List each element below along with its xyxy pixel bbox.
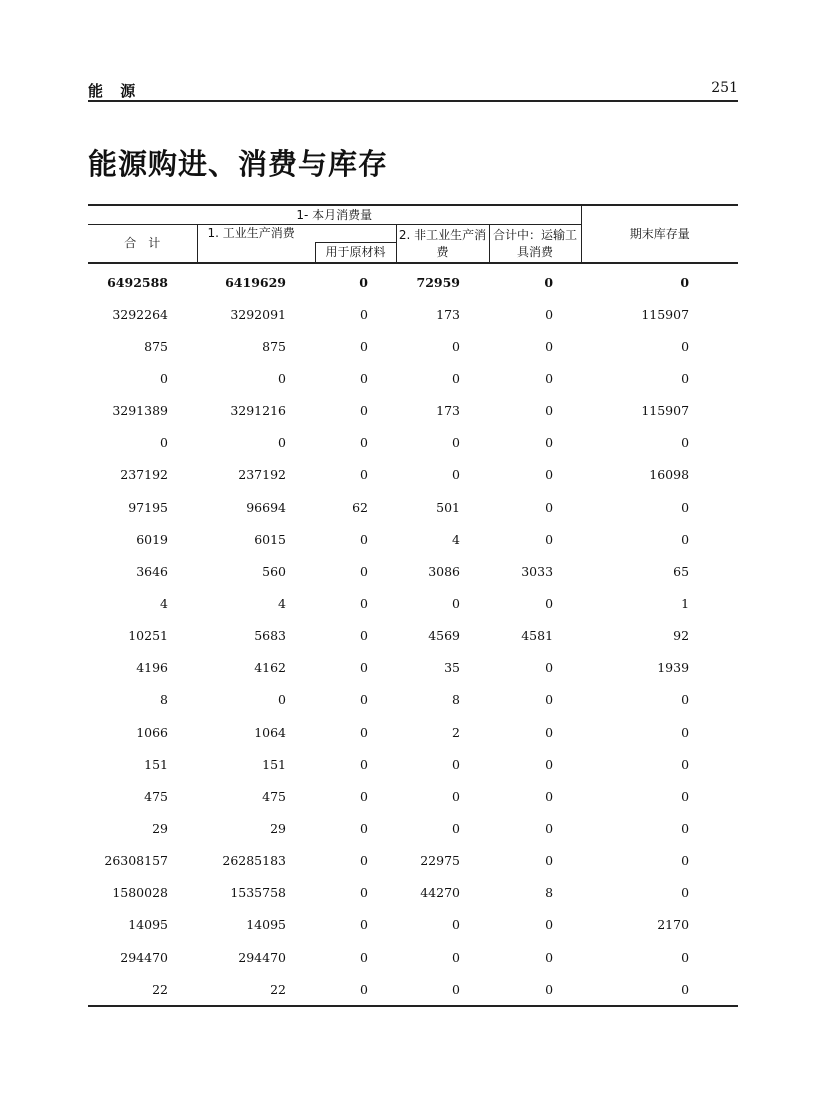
- table-cell: 26285183: [222, 853, 286, 869]
- table-cell: 0: [681, 949, 690, 965]
- table-cell: 0: [545, 724, 554, 740]
- table-cell: 22: [197, 973, 315, 1006]
- table-row: [88, 941, 738, 973]
- page-number: 251: [711, 80, 738, 96]
- table-cell: 0: [452, 370, 460, 386]
- table-cell: 294470: [238, 949, 286, 965]
- table-body: [88, 263, 738, 1006]
- table-cell: 0: [545, 595, 554, 611]
- table-cell: 35: [444, 660, 460, 676]
- table-cell: 0: [681, 692, 690, 708]
- running-header: [88, 78, 738, 102]
- table-cell: 294470: [120, 949, 168, 965]
- table-cell: 0: [360, 692, 368, 708]
- table-cell: 0: [452, 338, 460, 354]
- table-cell: 62: [352, 499, 368, 515]
- ending-stock-header: 期末库存量: [581, 205, 738, 263]
- nonindustrial-header: 2. 非工业生产消费: [396, 225, 489, 264]
- table-cell: 0: [360, 306, 368, 322]
- table-cell: 0: [681, 853, 690, 869]
- table-cell: 475: [144, 788, 168, 804]
- energy-table: [88, 204, 738, 1007]
- table-cell: 22: [88, 973, 197, 1006]
- table-cell: 29: [152, 820, 168, 836]
- table-cell: 0: [680, 274, 690, 290]
- table-cell: 0: [681, 820, 690, 836]
- table-cell: 0: [160, 370, 168, 386]
- table-cell: 0: [452, 917, 460, 933]
- table-row: [88, 587, 738, 619]
- table-cell: 875: [262, 338, 286, 354]
- table-cell: 2: [452, 724, 460, 740]
- table-cell: 3292091: [230, 306, 286, 322]
- table-cell: 0: [160, 435, 168, 451]
- table-cell: 1066: [136, 724, 168, 740]
- table-cell: 0: [545, 917, 554, 933]
- table-cell: 501: [436, 499, 460, 515]
- table-cell: 0: [681, 885, 690, 901]
- table-cell: 475: [262, 788, 286, 804]
- table-cell: 0: [681, 435, 690, 451]
- industrial-header: 1. 工业生产消费: [197, 225, 396, 243]
- table-cell: 4: [160, 595, 168, 611]
- table-cell: 6419629: [225, 274, 286, 290]
- table-cell: 1535758: [230, 885, 286, 901]
- table-cell: 0: [545, 435, 554, 451]
- table-row: [88, 427, 738, 459]
- table-cell: 173: [436, 306, 460, 322]
- table-row: [88, 748, 738, 780]
- table-cell: 72959: [416, 274, 460, 290]
- table-cell: 0: [360, 531, 368, 547]
- table-row: [88, 330, 738, 362]
- table-cell: 3033: [521, 563, 554, 579]
- table-row: [88, 716, 738, 748]
- total-header: 合 计: [88, 225, 197, 264]
- table-cell: 8: [160, 692, 168, 708]
- table-row: [88, 459, 738, 491]
- table-cell: 22975: [420, 853, 460, 869]
- table-cell: 5683: [254, 628, 286, 644]
- table-cell: 0: [681, 370, 690, 386]
- table-row: [88, 362, 738, 394]
- table-cell: 8: [545, 885, 554, 901]
- table-cell: 16098: [649, 467, 690, 483]
- table-cell: 3086: [428, 563, 460, 579]
- table-cell: 0: [278, 370, 286, 386]
- table-cell: 0: [360, 338, 368, 354]
- table-row: [88, 652, 738, 684]
- table-row: [88, 298, 738, 330]
- table-cell: 0: [360, 949, 368, 965]
- table-cell: 0: [360, 917, 368, 933]
- table-cell: 1939: [657, 660, 690, 676]
- table-cell: 151: [144, 756, 168, 772]
- table-cell: 0: [278, 435, 286, 451]
- table-cell: 3291389: [112, 403, 168, 419]
- table-cell: 92: [673, 628, 690, 644]
- table-cell: 0: [581, 973, 738, 1006]
- table-cell: 4: [278, 595, 286, 611]
- table-cell: 0: [360, 403, 368, 419]
- table-row: [88, 395, 738, 427]
- table-cell: 4162: [254, 660, 286, 676]
- table-cell: 0: [360, 853, 368, 869]
- table-cell: 0: [452, 788, 460, 804]
- table-cell: 2170: [657, 917, 690, 933]
- table-cell: 0: [545, 949, 554, 965]
- table-cell: 97195: [128, 499, 168, 515]
- table-cell: 1: [681, 595, 690, 611]
- table-cell: 0: [545, 499, 554, 515]
- table-cell: 0: [452, 467, 460, 483]
- table-cell: 3291216: [230, 403, 286, 419]
- table-cell: 65: [673, 563, 690, 579]
- table-cell: 0: [360, 756, 368, 772]
- table-cell: 6015: [254, 531, 286, 547]
- table-cell: 29: [270, 820, 286, 836]
- table-cell: 0: [545, 660, 554, 676]
- table-cell: 0: [396, 973, 489, 1006]
- table-row: [88, 684, 738, 716]
- section-name: 能 源: [88, 82, 142, 100]
- table-cell: 26308157: [104, 853, 168, 869]
- table-cell: 151: [262, 756, 286, 772]
- table-cell: 3646: [136, 563, 168, 579]
- table-row: [88, 555, 738, 587]
- table-cell: 0: [360, 885, 368, 901]
- table-row: [88, 845, 738, 877]
- table-cell: 0: [545, 403, 554, 419]
- table-row: [88, 523, 738, 555]
- table-cell: 14095: [128, 917, 168, 933]
- table-cell: 237192: [120, 467, 168, 483]
- table-cell: 0: [545, 531, 554, 547]
- table-cell: 0: [452, 820, 460, 836]
- table-cell: 0: [545, 820, 554, 836]
- table-cell: 0: [360, 467, 368, 483]
- table-cell: 560: [262, 563, 286, 579]
- table-cell: 0: [545, 853, 554, 869]
- table-cell: 10251: [128, 628, 168, 644]
- table-cell: 6492588: [107, 274, 168, 290]
- raw-material-header: 用于原材料: [315, 243, 396, 264]
- table-cell: 0: [360, 435, 368, 451]
- table-cell: 0: [545, 788, 554, 804]
- table-cell: 0: [315, 973, 396, 1006]
- table-cell: 0: [452, 595, 460, 611]
- table-cell: 0: [545, 756, 554, 772]
- table-cell: 0: [545, 467, 554, 483]
- table-cell: 44270: [420, 885, 460, 901]
- table-cell: 0: [360, 595, 368, 611]
- table-cell: 0: [681, 756, 690, 772]
- table-cell: 115907: [641, 403, 690, 419]
- table-cell: 6019: [136, 531, 168, 547]
- table-cell: 237192: [238, 467, 286, 483]
- table-cell: 0: [545, 306, 554, 322]
- table-cell: 4569: [428, 628, 460, 644]
- table-row: [88, 973, 738, 1006]
- table-cell: 0: [360, 788, 368, 804]
- table-cell: 173: [436, 403, 460, 419]
- table-cell: 0: [545, 692, 554, 708]
- table-row: [88, 909, 738, 941]
- table-cell: 0: [360, 660, 368, 676]
- table-cell: 0: [360, 628, 368, 644]
- table-cell: 0: [681, 788, 690, 804]
- page-title: 能源购进、消费与库存: [88, 147, 389, 181]
- table-cell: 0: [545, 370, 554, 386]
- table-cell: 0: [278, 692, 286, 708]
- table-cell: 0: [452, 949, 460, 965]
- table-cell: 0: [681, 724, 690, 740]
- table-cell: 4196: [136, 660, 168, 676]
- table-cell: 0: [452, 756, 460, 772]
- table-cell: 0: [489, 973, 581, 1006]
- table-cell: 1064: [254, 724, 286, 740]
- table-cell: 0: [360, 820, 368, 836]
- table-cell: 0: [681, 499, 690, 515]
- table-row: [88, 620, 738, 652]
- table-cell: 0: [681, 338, 690, 354]
- table-row: [88, 812, 738, 844]
- monthly-consumption-header: 1- 本月消费量: [88, 205, 581, 225]
- table-cell: 0: [452, 435, 460, 451]
- table-cell: 0: [360, 563, 368, 579]
- table-cell: 115907: [641, 306, 690, 322]
- table-cell: 0: [360, 724, 368, 740]
- table-row: [88, 263, 738, 298]
- table-cell: 8: [452, 692, 460, 708]
- transport-header: 合计中：运输工具消费: [489, 225, 581, 264]
- table-cell: 0: [545, 338, 554, 354]
- table-cell: 875: [144, 338, 168, 354]
- table-row: [88, 877, 738, 909]
- table-cell: 0: [360, 370, 368, 386]
- table-cell: 0: [359, 274, 368, 290]
- table-row: [88, 491, 738, 523]
- table-cell: 0: [544, 274, 554, 290]
- table-cell: 96694: [246, 499, 286, 515]
- table-cell: 4: [452, 531, 460, 547]
- table-row: [88, 780, 738, 812]
- table-cell: 3292264: [112, 306, 168, 322]
- table-cell: 4581: [521, 628, 554, 644]
- table-cell: 0: [681, 531, 690, 547]
- table-cell: 14095: [246, 917, 286, 933]
- table-cell: 1580028: [112, 885, 168, 901]
